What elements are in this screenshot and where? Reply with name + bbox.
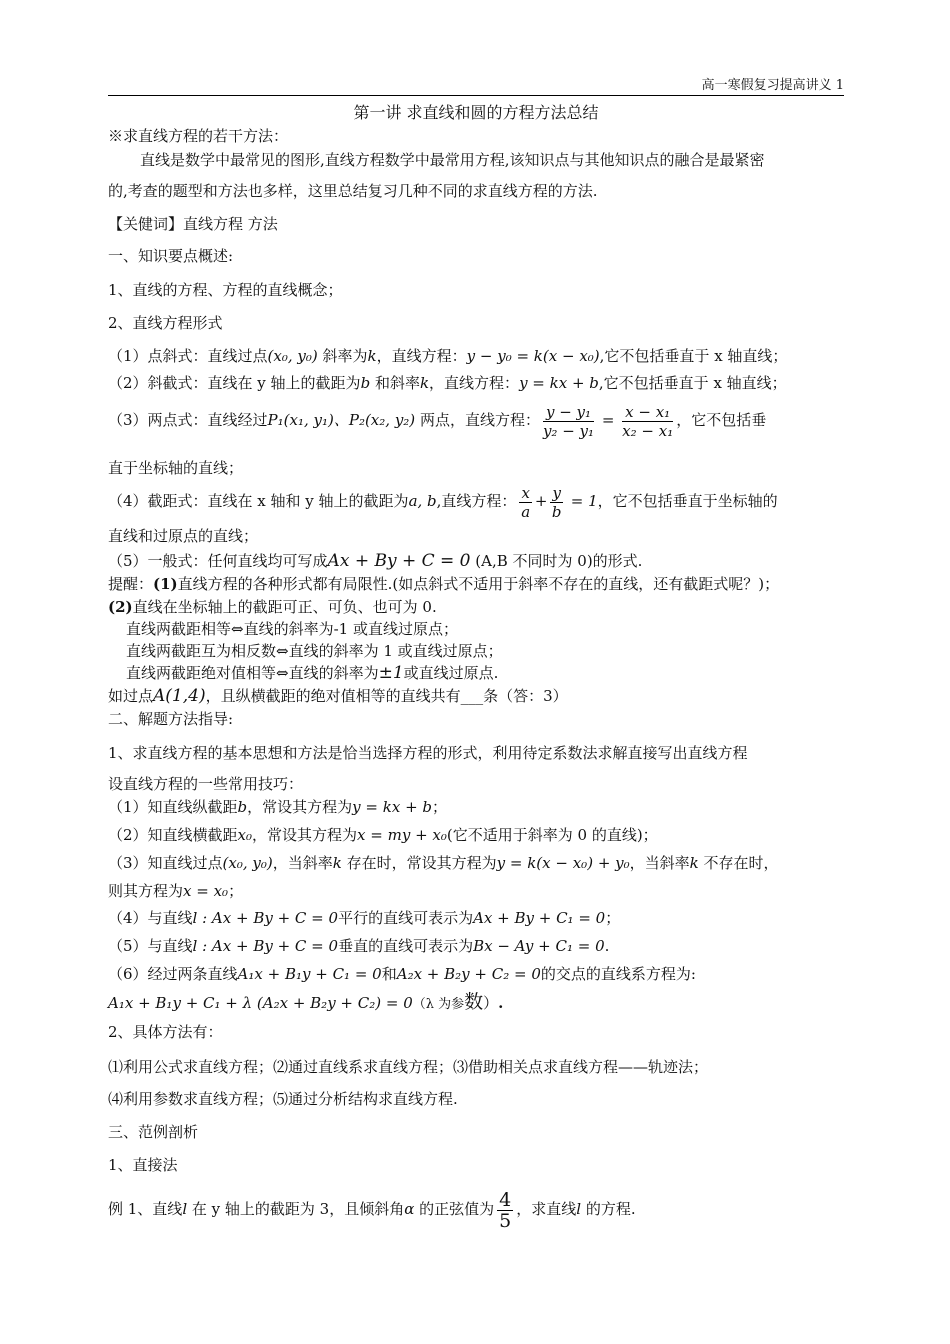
technique-6-formula: A₁x + B₁y + C₁ + λ (A₂x + B₂y + C₂) = 0（λ 为参数）. (108, 991, 504, 1013)
section-1-heading: 一、知识要点概述: (108, 247, 234, 265)
intercept-form-cont: 直线和过原点的直线； (108, 527, 259, 545)
item-1-1: 1、直线的方程、方程的直线概念； (108, 281, 343, 299)
specific-methods-heading: 2、具体方法有： (108, 1023, 223, 1041)
two-point-form-cont: 直于坐标轴的直线； (108, 459, 244, 477)
general-form: （5）一般式：任何直线均可写成Ax + By + C = 0 (A,B 不同时为 0)的形式. (108, 551, 643, 571)
point-slope-form: （1）点斜式：直线过点(x₀, y₀) 斜率为k，直线方程：y − y₀ = k(x − x₀),它不包括垂直于 x 轴直线； (108, 347, 788, 365)
methods-list-2: ⑷利用参数求直线方程；⑸通过分析结构求直线方程. (108, 1090, 458, 1108)
intercept-fraction-x: $\frac{x}{a}$ (521, 483, 531, 521)
technique-3-cont: 则其方程为x = x₀； (108, 882, 244, 900)
technique-5: （5）与直线l : Ax + By + C = 0垂直的直线可表示为Bx − Ay + C₁ = 0. (108, 937, 610, 955)
page-header (108, 74, 844, 96)
reminder-1: 提醒：(1)直线方程的各种形式都有局限性.(如点斜式不适用于斜率不存在的直线，还有截距式呢？)； (108, 575, 780, 593)
sine-fraction: $\frac{4}{5}$ (499, 1188, 512, 1232)
keywords: 【关健词】直线方程 方法 (108, 215, 278, 233)
reminder-2: (2)直线在坐标轴上的截距可正、可负、也可为 0. (108, 598, 437, 616)
example-1: 例 1、直线l 在 y 轴上的截距为 3，且倾斜角α 的正弦值为 $\frac{4}{5}$ ，求直线l 的方程. (108, 1188, 636, 1232)
technique-1: （1）知直线纵截距b，常设其方程为y = kx + b； (108, 798, 448, 816)
item-1-2: 2、直线方程形式 (108, 314, 223, 332)
lecture-title: 第一讲 求直线和圆的方程方法总结 (353, 103, 599, 122)
techniques-heading: 设直线方程的一些常用技巧： (108, 775, 304, 793)
section-3-heading: 三、范例剖析 (108, 1123, 199, 1141)
method-basic-idea: 1、求直线方程的基本思想和方法是恰当选择方程的形式，利用待定系数法求解直接写出直线方程 (108, 744, 748, 762)
rule-equal-intercepts: 直线两截距相等⇔直线的斜率为-1 或直线过原点； (126, 620, 458, 638)
rule-abs-intercepts: 直线两截距绝对值相等⇔直线的斜率为±1或直线过原点. (126, 663, 499, 683)
section-2-heading: 二、解题方法指导: (108, 710, 234, 728)
direct-method-heading: 1、直接法 (108, 1156, 178, 1174)
two-point-fraction-left: $\frac{\text{y − y₁}}{\text{y₂ − y₁}}$ (542, 402, 595, 440)
technique-2: （2）知直线横截距x₀，常设其方程为x = my + x₀(它不适用于斜率为 0 的直线)； (108, 826, 658, 844)
technique-6: （6）经过两条直线A₁x + B₁y + C₁ = 0和A₂x + B₂y + C₂ = 0的交点的直线系方程为: (108, 965, 696, 983)
two-point-fraction-right: $\frac{\text{x − x₁}}{\text{x₂ − x₁}}$ (622, 402, 674, 440)
two-point-form: （3）两点式：直线经过P₁(x₁, y₁)、P₂(x₂, y₂) 两点，直线方程： $\frac{\text{y − y₁}}{\text{y₂ − y₁}}$ = $\frac{\text{x − x₁}}{\text{x₂ − x₁}}$ ，它不包括垂 (108, 402, 767, 440)
intercept-fraction-y: $\frac{y}{b}$ (551, 483, 562, 521)
header-text: 高一寒假复习提高讲义 1 (701, 78, 844, 93)
technique-4: （4）与直线l : Ax + By + C = 0平行的直线可表示为Ax + By + C₁ = 0； (108, 909, 621, 927)
slope-intercept-form: （2）斜截式：直线在 y 轴上的截距为b 和斜率k，直线方程：y = kx + b,它不包括垂直于 x 轴直线； (108, 374, 787, 392)
intro-heading: ※求直线方程的若干方法： (108, 127, 289, 145)
intercept-form: （4）截距式：直线在 x 轴和 y 轴上的截距为a, b,直线方程： $\frac{x}{a}$ + $\frac{y}{b}$ = 1，它不包括垂直于坐标轴的 (108, 483, 778, 521)
intro-paragraph-line-1: 直线是数学中最常见的图形,直线方程数学中最常用方程,该知识点与其他知识点的融合是最紧密 (140, 151, 765, 169)
technique-3: （3）知直线过点(x₀, y₀)，当斜率k 存在时，常设其方程为y = k(x − x₀) + y₀，当斜率k 不存在时， (108, 854, 779, 872)
example-question: 如过点A(1,4)，且纵横截距的绝对值相等的直线共有___条（答：3） (108, 686, 568, 706)
intro-paragraph-line-2: 的,考查的题型和方法也多样，这里总结复习几种不同的求直线方程的方法. (108, 182, 598, 200)
rule-opposite-intercepts: 直线两截距互为相反数⇔直线的斜率为 1 或直线过原点； (126, 642, 503, 660)
methods-list-1: ⑴利用公式求直线方程；⑵通过直线系求直线方程；⑶借助相关点求直线方程——轨迹法； (108, 1058, 709, 1076)
